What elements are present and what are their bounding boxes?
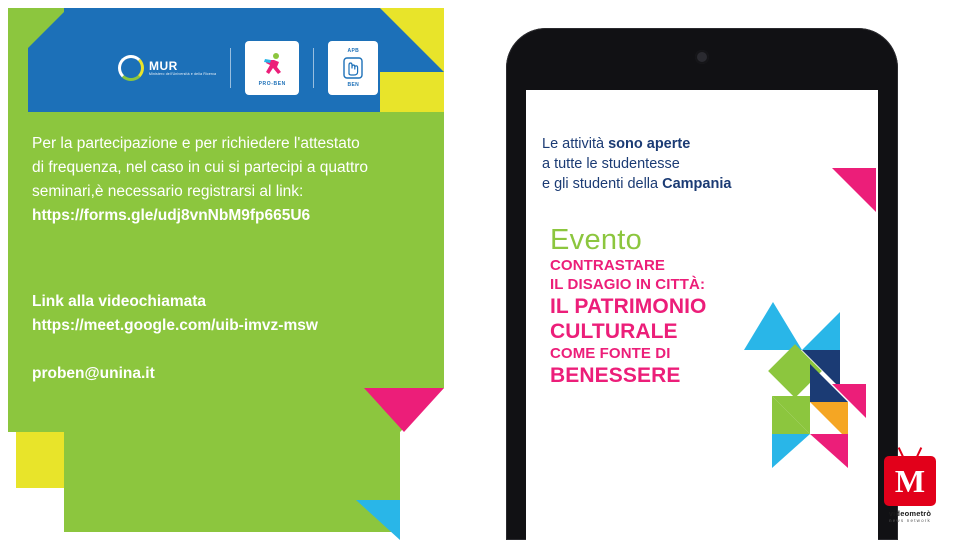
poster-header-line-1-plain: Le attività — [542, 136, 609, 152]
poster-title-line-4: CULTURALE — [550, 320, 678, 343]
hand-icon — [339, 54, 367, 82]
logo-divider-1 — [230, 48, 231, 88]
videometro-watermark — [880, 456, 940, 526]
phone-mockup — [506, 28, 898, 540]
videometro-name: videometrò — [888, 509, 932, 518]
poster-header-line-1 — [542, 134, 822, 154]
poster-title-line-6: BENESSERE — [550, 364, 681, 387]
registration-form-link[interactable]: https://forms.gle/udj8vnNbM9fp665U6 — [32, 207, 311, 224]
blue-corner-block — [64, 8, 112, 56]
tangram-illustration — [714, 268, 874, 468]
participation-line-3: seminari,è necessario registrarsi al link: — [32, 183, 304, 200]
videometro-tv-icon — [884, 456, 936, 506]
phone-camera-icon — [695, 50, 709, 64]
poster-header-line-3 — [542, 174, 822, 194]
poster-title-line-2: IL DISAGIO IN CITTÀ: — [550, 276, 706, 293]
logo-divider-2 — [313, 48, 314, 88]
runner-icon — [257, 50, 287, 80]
apb-logo-bottom-label: BEN — [347, 82, 359, 88]
mur-logo-name: MUR — [149, 58, 178, 73]
apb-logo-top-label: APB — [347, 48, 359, 54]
poster-title-line-3: IL PATRIMONIO — [550, 295, 707, 318]
videocall-link[interactable]: https://meet.google.com/uib-imvz-msw — [32, 317, 318, 334]
poster-header-line-3-bold: Campania — [662, 176, 732, 192]
yellow-block-top-right — [380, 72, 444, 112]
participation-line-1: Per la partecipazione e per richiedere l'attestato — [32, 135, 360, 152]
left-info-card — [8, 8, 444, 532]
contact-email[interactable]: proben@unina.it — [32, 365, 155, 382]
poster-header-line-3-plain: e gli studenti della — [542, 176, 663, 192]
apb-logo — [328, 41, 378, 95]
poster-eyebrow: Evento — [550, 224, 643, 256]
proben-logo — [245, 41, 299, 95]
left-text-block — [32, 132, 432, 386]
logo-row — [118, 40, 378, 96]
participation-line-2: di frequenza, nel caso in cui si partecipi a quattro — [32, 159, 369, 176]
magenta-triangle-poster — [832, 168, 876, 212]
proben-logo-label: PRO-BEN — [258, 80, 286, 87]
videometro-letter: M — [894, 463, 926, 499]
phone-screen — [526, 90, 878, 540]
poster-header-line-2: a tutte le studentesse — [542, 156, 680, 172]
poster-header — [542, 134, 822, 194]
poster-title-line-1: CONTRASTARE — [550, 257, 665, 274]
poster-title-line-5: COME FONTE DI — [550, 345, 671, 362]
videocall-label: Link alla videochiamata — [32, 293, 207, 310]
mur-logo — [118, 55, 216, 81]
mur-logo-subtitle: Ministero dell'Università e della Ricerca — [149, 71, 217, 76]
poster-header-line-1-bold: sono aperte — [608, 136, 691, 152]
mur-ring-icon — [118, 55, 144, 81]
videometro-tagline: news network — [889, 518, 931, 523]
yellow-block-bottom-left — [16, 432, 64, 488]
